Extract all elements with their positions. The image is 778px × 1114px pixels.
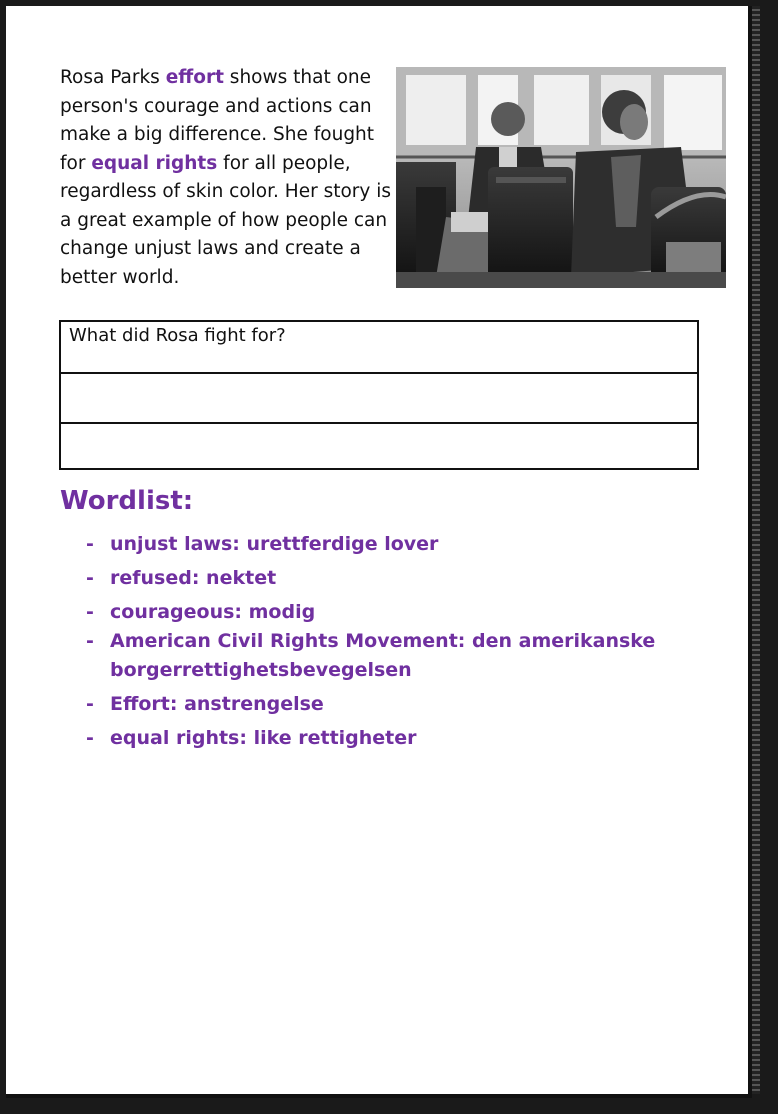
dash: - bbox=[86, 601, 94, 623]
list-item bbox=[86, 627, 706, 685]
answer-line-2[interactable] bbox=[60, 423, 698, 469]
highlight-effort: effort bbox=[165, 67, 224, 88]
question-cell: What did Rosa fight for? bbox=[60, 321, 698, 373]
list-item bbox=[86, 690, 706, 719]
intro-text-3: for all people, regardless of skin color. Her story is a great example of how people can change unjust laws and create a better world. bbox=[60, 152, 391, 288]
dash: - bbox=[86, 630, 94, 652]
dash: - bbox=[86, 533, 94, 555]
dash: - bbox=[86, 567, 94, 589]
dash: - bbox=[86, 693, 94, 715]
wordlist-item-text: refused: nektet bbox=[110, 567, 277, 589]
wordlist-item-text: American Civil Rights Movement: den amerikanske borgerrettighetsbevegelsen bbox=[110, 630, 656, 681]
intro-text-1: Rosa Parks bbox=[60, 67, 166, 88]
list-item bbox=[86, 724, 706, 753]
wordlist-title: Wordlist: bbox=[60, 486, 194, 516]
list-item bbox=[86, 530, 706, 559]
wordlist-item-text: courageous: modig bbox=[110, 601, 316, 623]
wordlist-item-text: Effort: anstrengelse bbox=[110, 693, 324, 715]
intro-text-2: shows that one person's courage and actions can make a big difference. She fought for bbox=[60, 67, 375, 174]
wordlist-item-text: equal rights: like rettigheter bbox=[110, 727, 417, 749]
list-item bbox=[86, 598, 706, 627]
bus-photo-icon bbox=[396, 67, 726, 288]
answer-table bbox=[59, 320, 699, 470]
wordlist-item-text: unjust laws: urettferdige lover bbox=[110, 533, 439, 555]
highlight-equal-rights: equal rights bbox=[91, 152, 218, 174]
list-item bbox=[86, 564, 706, 593]
wordlist bbox=[86, 530, 706, 753]
answer-line-1[interactable] bbox=[60, 373, 698, 423]
intro-paragraph bbox=[60, 64, 395, 292]
dash: - bbox=[86, 727, 94, 749]
